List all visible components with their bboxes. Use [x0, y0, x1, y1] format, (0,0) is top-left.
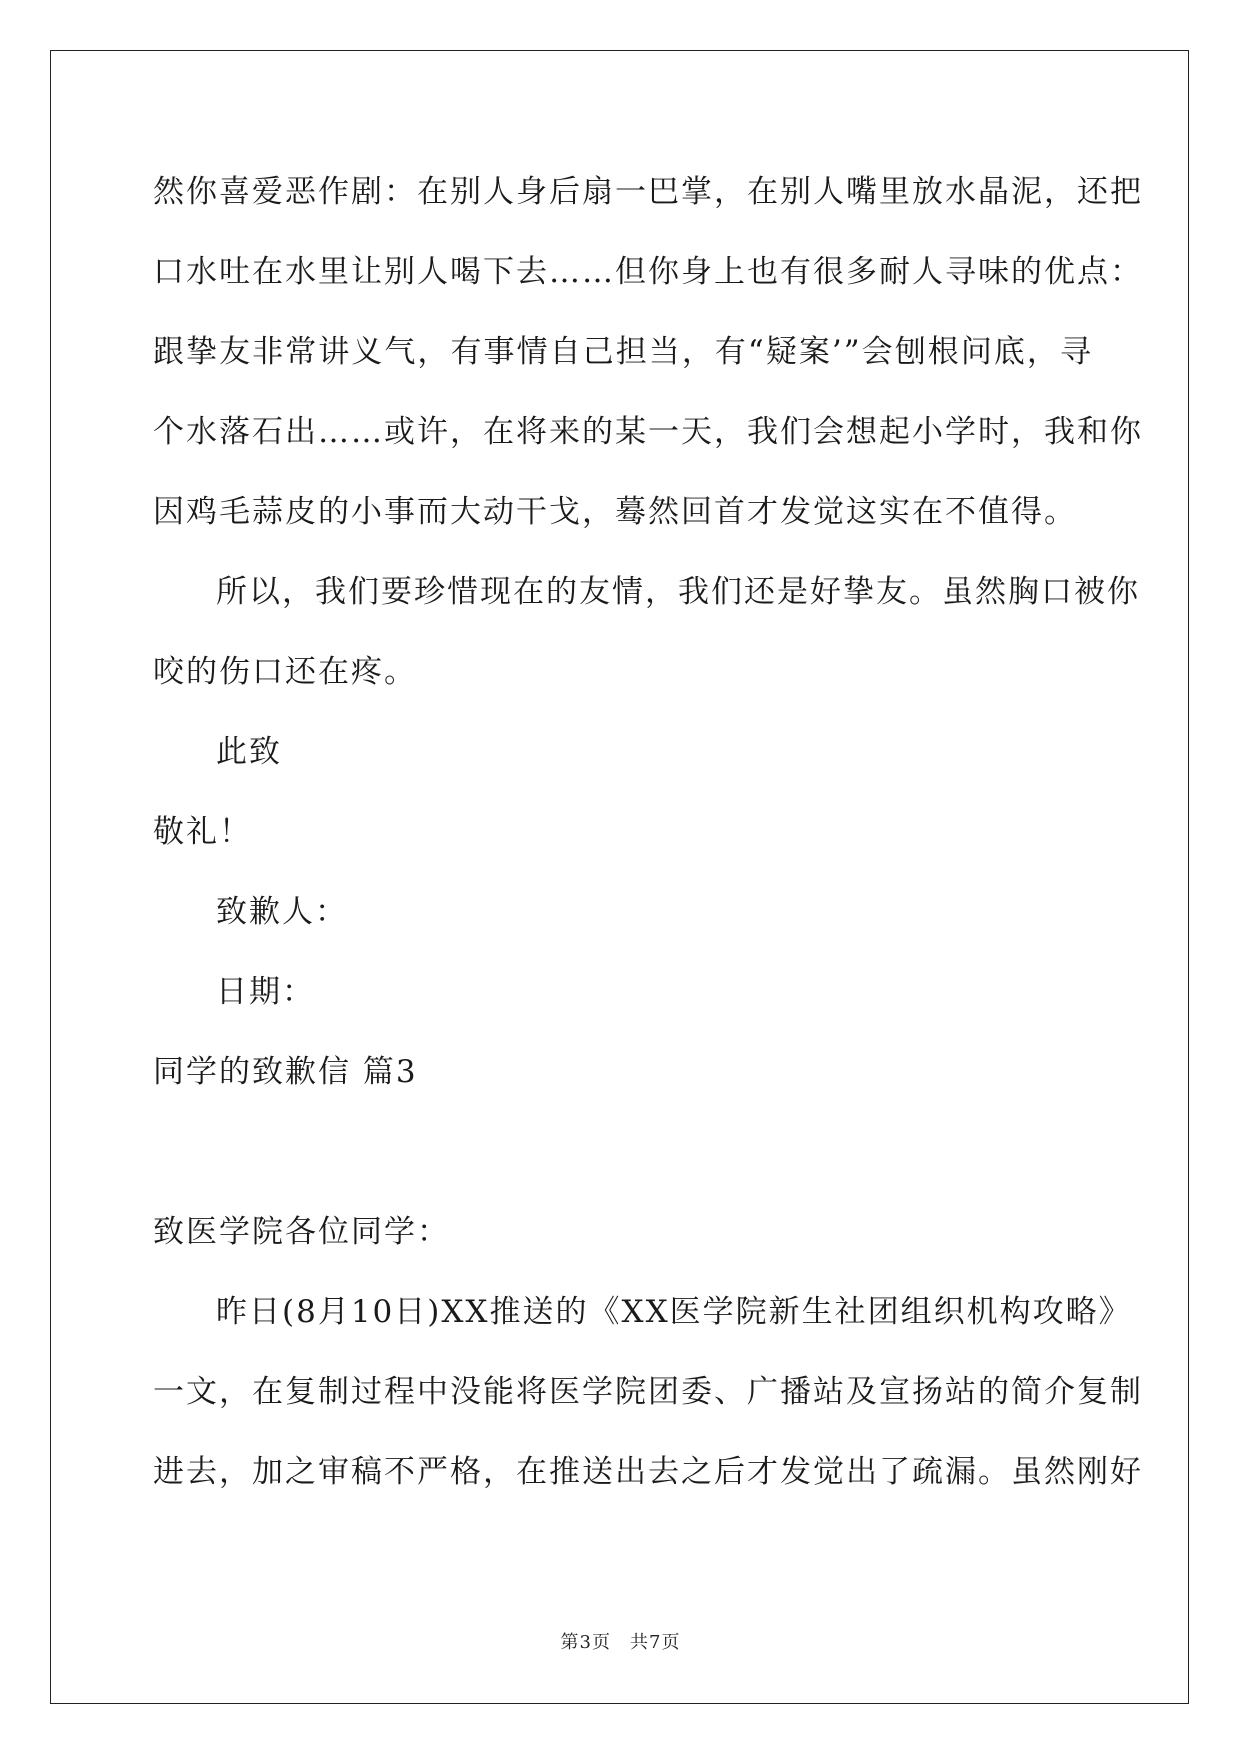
body-line-5: 因鸡毛蒜皮的小事而大动干戈，蓦然回首才发觉这实在不值得。 — [153, 494, 1077, 530]
closing-salutation: 此致 — [216, 734, 282, 770]
closing-respect: 敬礼！ — [153, 814, 252, 850]
body-line-9: 一文，在复制过程中没能将医学院团委、广播站及宣扬站的简介复制 — [153, 1374, 1143, 1410]
body-line-10: 进去，加之审稿不严格，在推送出去之后才发觉出了疏漏。虽然刚好 — [153, 1454, 1143, 1490]
letter-greeting: 致医学院各位同学： — [153, 1214, 450, 1250]
section-heading: 同学的致歉信 篇3 — [153, 1054, 418, 1090]
date-label: 日期： — [216, 974, 315, 1010]
body-line-8: 昨日(8月10日)XX推送的《XX医学院新生社团组织机构攻略》 — [216, 1294, 1132, 1330]
signature-label: 致歉人： — [216, 894, 348, 930]
body-line-7: 咬的伤口还在疼。 — [153, 654, 417, 690]
body-line-3: 跟挚友非常讲义气，有事情自己担当，有“疑案’”会刨根问底，寻 — [153, 334, 1093, 370]
body-line-6: 所以，我们要珍惜现在的友情，我们还是好挚友。虽然胸口被你 — [216, 574, 1140, 610]
body-line-2: 口水吐在水里让别人喝下去……但你身上也有很多耐人寻味的优点： — [153, 254, 1143, 290]
body-line-1: 然你喜爱恶作剧：在别人身后扇一巴掌，在别人嘴里放水晶泥，还把 — [153, 174, 1143, 210]
page-number-footer: 第3页 共7页 — [560, 1632, 681, 1653]
body-line-4: 个水落石出……或许，在将来的某一天，我们会想起小学时，我和你 — [153, 414, 1143, 450]
